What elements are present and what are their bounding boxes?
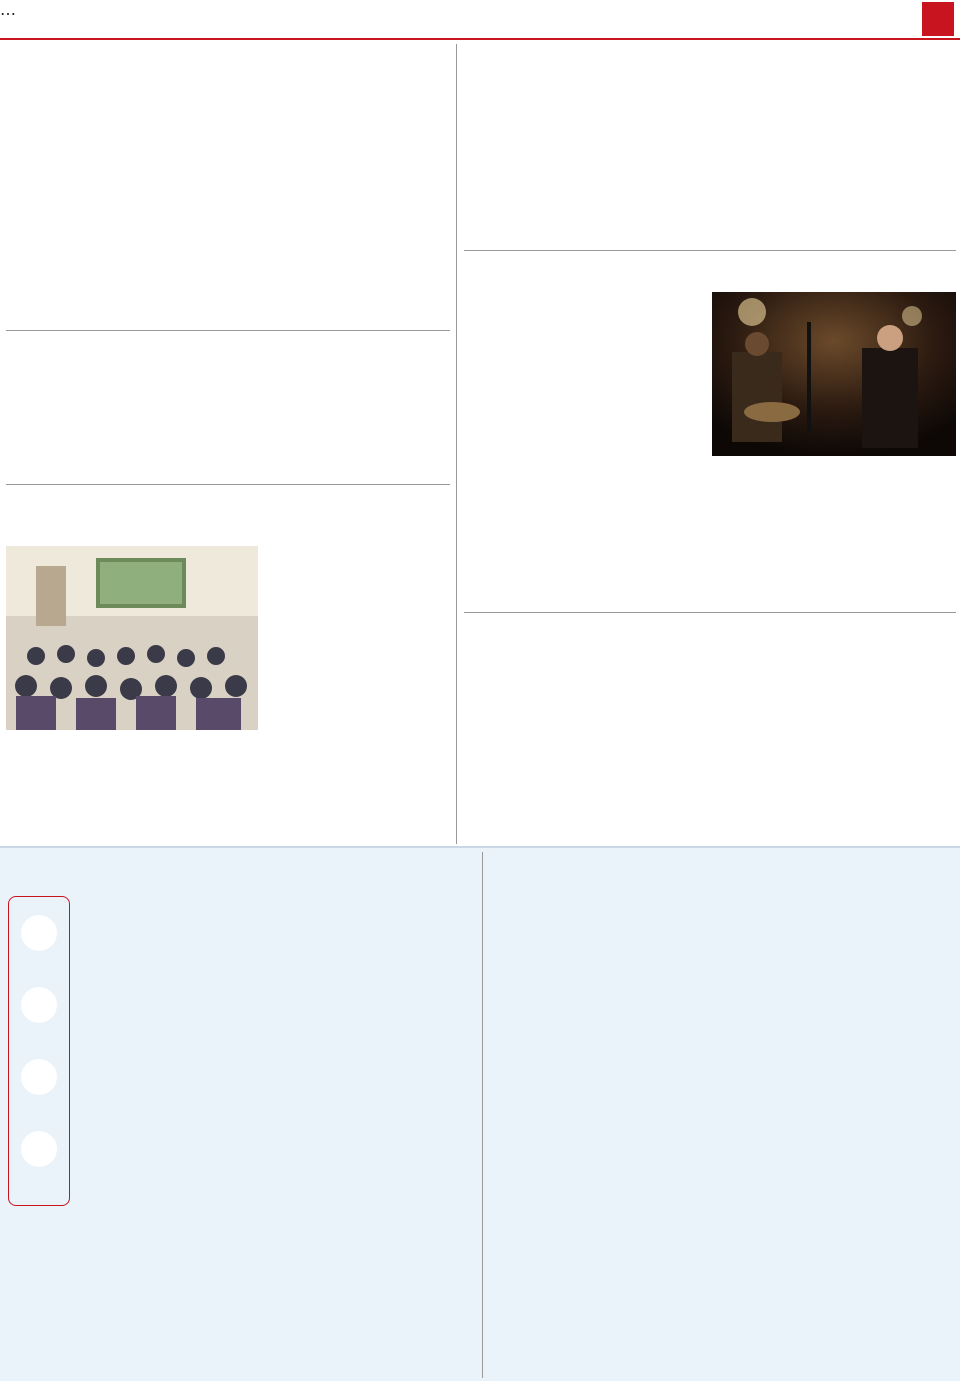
page-number <box>922 2 954 36</box>
brief-trade-union <box>8 1268 478 1378</box>
brief-body <box>488 860 954 956</box>
concert-photo <box>712 292 956 456</box>
brief-three-rural <box>76 852 478 1154</box>
brief-street-dance <box>488 994 954 1160</box>
article-opera-film-week <box>6 334 450 482</box>
article-13th-body-right <box>262 546 452 736</box>
brief-youth-league <box>8 1158 478 1266</box>
article-body <box>6 342 450 442</box>
article-13th-body-bottom <box>6 736 450 842</box>
row-divider <box>464 612 956 613</box>
article-film-base <box>6 44 450 326</box>
column-divider <box>456 44 457 844</box>
brief-body <box>76 860 478 1110</box>
lecture-photo <box>6 546 258 730</box>
article-concert-body <box>464 294 702 456</box>
article-13th-five-year <box>6 490 450 530</box>
column-divider <box>482 852 483 1378</box>
article-body <box>464 58 956 206</box>
article-reading-film <box>464 44 956 250</box>
jiebao-char <box>21 987 57 1023</box>
row-divider <box>464 250 956 251</box>
article-body <box>464 626 956 776</box>
brief-body <box>488 1002 954 1120</box>
row-divider <box>6 330 450 331</box>
article-body <box>6 56 450 256</box>
jiebao-char <box>21 915 57 951</box>
masthead-bar <box>0 0 960 40</box>
lecture-photo-image <box>6 546 258 730</box>
brief-body <box>8 1166 478 1242</box>
article-concert-body-cont <box>464 456 956 612</box>
brief-body <box>8 1276 478 1356</box>
brief-informatization <box>488 852 954 982</box>
jiebao-char <box>21 1059 57 1095</box>
article-montgomery <box>464 616 956 844</box>
concert-photo-image <box>712 292 956 456</box>
row-divider <box>6 484 450 485</box>
